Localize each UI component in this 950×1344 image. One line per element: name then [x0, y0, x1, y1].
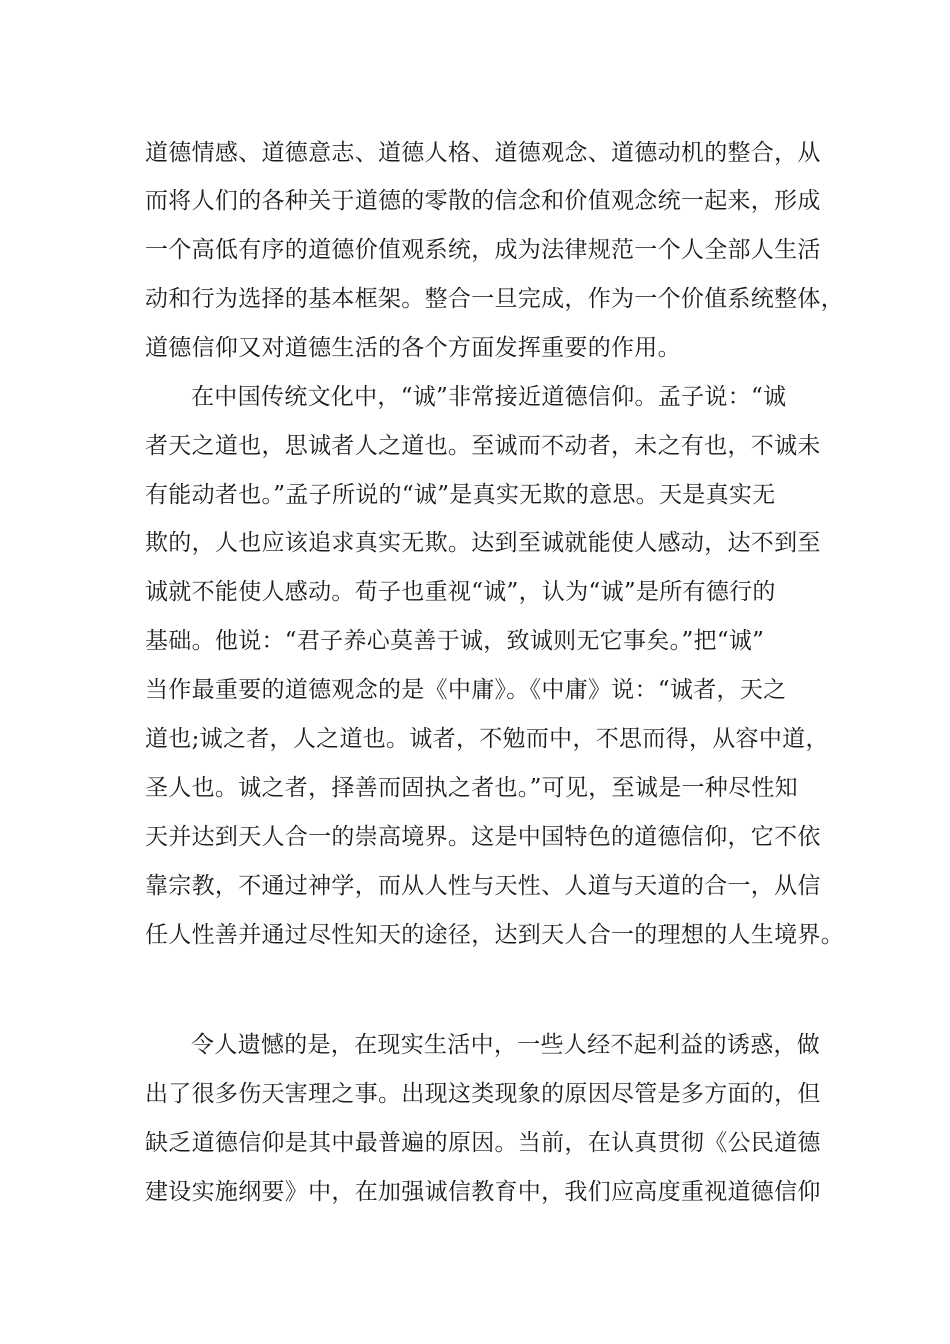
text-line: 在中国传统文化中，“诚”非常接近道德信仰。孟子说：“诚 [191, 384, 787, 410]
text-line: 天并达到天人合一的崇高境界。这是中国特色的道德信仰，它不依 [145, 824, 821, 850]
text-line: 出了很多伤天害理之事。出现这类现象的原因尽管是多方面的，但 [145, 1081, 821, 1107]
text-line: 道德信仰又对道德生活的各个方面发挥重要的作用。 [145, 335, 681, 361]
text-line: 圣人也。诚之者，择善而固执之者也。”可见，至诚是一种尽性知 [145, 775, 798, 801]
text-line: 建设实施纲要》中，在加强诚信教育中，我们应高度重视道德信仰 [145, 1179, 821, 1205]
text-line: 动和行为选择的基本框架。整合一旦完成，作为一个价值系统整体， [145, 286, 844, 312]
text-line: 诚就不能使人感动。荀子也重视“诚”，认为“诚”是所有德行的 [145, 579, 776, 605]
text-line: 令人遗憾的是，在现实生活中，一些人经不起利益的诱惑，做 [191, 1032, 821, 1058]
text-line: 而将人们的各种关于道德的零散的信念和价值观念统一起来，形成 [145, 188, 821, 214]
text-line: 当作最重要的道德观念的是《中庸》。《中庸》说：“诚者，天之 [145, 677, 787, 703]
text-line: 任人性善并通过尽性知天的途径，达到天人合一的理想的人生境界。 [145, 922, 844, 948]
text-line: 基础。他说：“君子养心莫善于诚，致诚则无它事矣。”把“诚” [145, 628, 765, 654]
text-line: 者天之道也，思诚者人之道也。至诚而不动者，未之有也，不诚未 [145, 433, 821, 459]
text-line: 一个高低有序的道德价值观系统，成为法律规范一个人全部人生活 [145, 237, 821, 263]
text-line: 靠宗教，不通过神学，而从人性与天性、人道与天道的合一，从信 [145, 873, 821, 899]
text-line: 道德情感、道德意志、道德人格、道德观念、道德动机的整合，从 [145, 140, 821, 166]
text-line: 道也;诚之者，人之道也。诚者，不勉而中，不思而得，从容中道， [145, 726, 829, 752]
text-line: 缺乏道德信仰是其中最普遍的原因。当前，在认真贯彻《公民道德 [145, 1130, 821, 1156]
text-line: 欺的，人也应该追求真实无欺。达到至诚就能使人感动，达不到至 [145, 530, 821, 556]
text-line: 有能动者也。”孟子所说的“诚”是真实无欺的意思。天是真实无 [145, 482, 776, 508]
